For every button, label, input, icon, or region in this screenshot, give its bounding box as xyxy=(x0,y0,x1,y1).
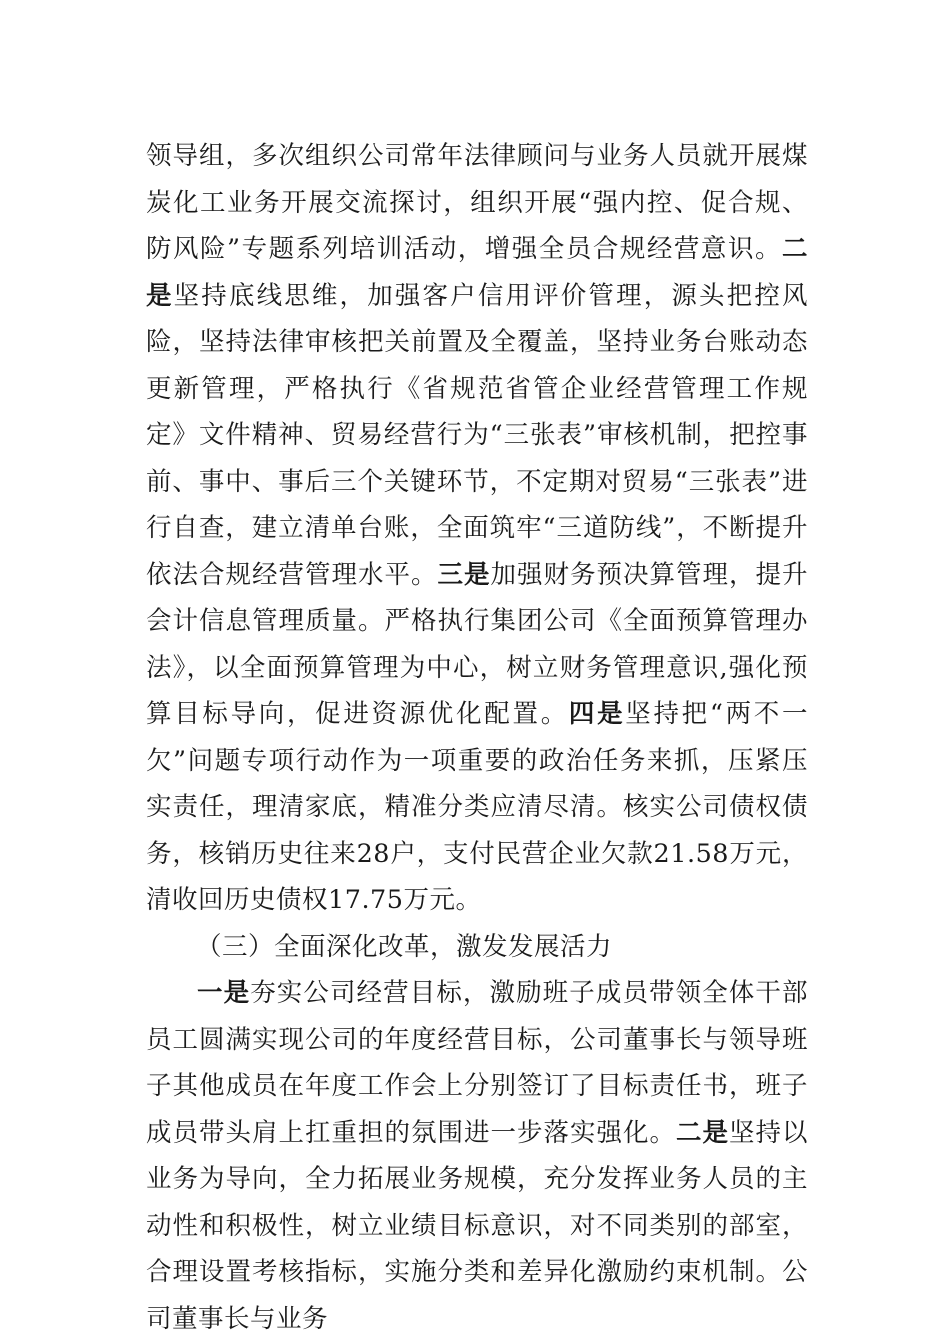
paragraph-text: 坚持底线思维，加强客户信用评价管理，源头把控风险，坚持法律审核把关前置及全覆盖，坚持业务台账动态更新管理，严格执行《省规范省管企业经营管理工作规定》文件精神、贸易经营行为“三张表”审核机制，把控事前、事中、事后三个关键环节，不定期对贸易“三张表”进行自查，建立清单台账，全面筑牢“三道防线”，不断提升依法合规经营管理水平。 xyxy=(146,280,808,590)
paragraph-text: 坚持把“两不一欠”问题专项行动作为一项重要的政治任务来抓，压紧压实责任，理清家底，精准分类应清尽清。核实公司债权债务，核销历史往来28户，支付民营企业欠款21.58万元，清收回历史债权17.75万元。 xyxy=(146,699,808,915)
paragraph-text: 坚持以业务为导向，全力拓展业务规模，充分发挥业务人员的主动性和积极性，树立业绩目标意识，对不同类别的部室，合理设置考核指标，实施分类和差异化激励约束机制。公司董事长与业务 xyxy=(146,1117,808,1334)
paragraph-text: 领导组，多次组织公司常年法律顾问与业务人员就开展煤炭化工业务开展交流探讨，组织开展“强内控、促合规、防风险”专题系列培训活动，增强全员合规经营意识。 xyxy=(146,141,808,264)
paragraph-text: 夯实公司经营目标，激励班子成员带领全体干部员工圆满实现公司的年度经营目标，公司董事长与领导班子其他成员在年度工作会上分别签订了目标责任书，班子成员带头肩上扛重担的氛围进一步落实强化。 xyxy=(146,978,808,1148)
bold-marker: 四是 xyxy=(568,699,626,729)
paragraph-reform xyxy=(146,970,808,1342)
document-body xyxy=(146,133,808,1342)
bold-marker: 一是 xyxy=(197,978,251,1008)
paragraph-text: 加强财务预决算管理，提升会计信息管理质量。严格执行集团公司《全面预算管理办法》，以全面预算管理为中心，树立财务管理意识,强化预算目标导向，促进资源优化配置。 xyxy=(146,559,808,729)
bold-marker: 三是 xyxy=(437,559,491,590)
bold-marker: 二是 xyxy=(146,234,808,311)
paragraph-risk-control xyxy=(146,133,808,924)
bold-marker: 二是 xyxy=(675,1117,729,1148)
section-heading: （三）全面深化改革，激发发展活力 xyxy=(196,931,613,962)
